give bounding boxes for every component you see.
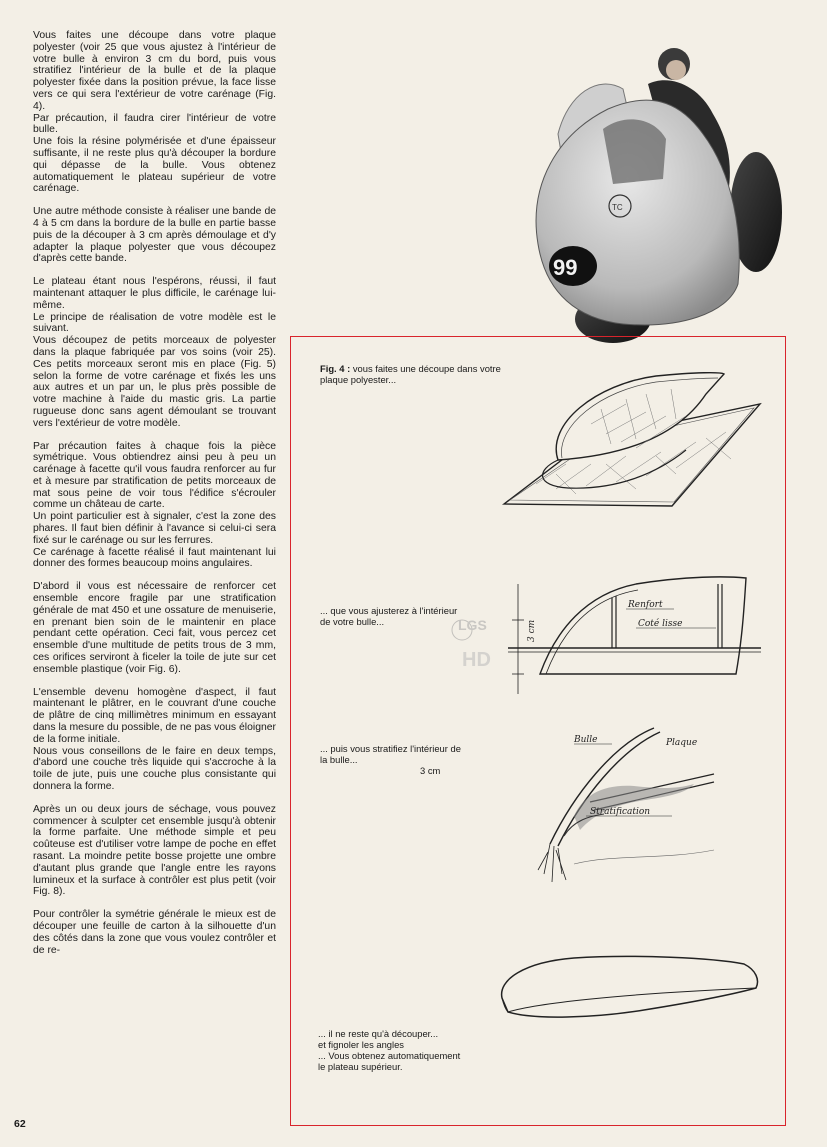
caption-text: ... Vous obtenez automatiquement (318, 1050, 461, 1061)
paragraph: L'ensemble devenu homogène d'aspect, il faut maintenant le plâtrer, en le couvrant d'une couche de plâtre de cinq millimètres minimum en essayant dans la mesure du possible, de ne pas vous éloigner de la forme initiale. (33, 686, 276, 745)
caption-measure: 3 cm (420, 765, 441, 776)
figure-caption-2: ... que vous ajusterez à l'intérieur de votre bulle... (320, 605, 458, 627)
label-stratification: Stratification (590, 807, 651, 817)
caption-text: ... il ne reste qu'à découper... (318, 1028, 439, 1039)
caption-text: et fignoler les angles (318, 1039, 404, 1050)
figure-caption-4 (318, 1028, 518, 1072)
label-renfort: Renfort (628, 600, 663, 610)
drawing-finished-plate (494, 950, 768, 1030)
figure-label: Fig. 4 : (320, 363, 351, 374)
drawing-stratification-detail (534, 724, 724, 894)
paragraph: D'abord il vous est nécessaire de renforcer cet ensemble encore fragile par une stratification générale de mat 450 et une ossature de menuiserie, en prenant bien soin de le maintenir en place pendant cette opération. Ceci fait, vous percez cet ensemble d'une multitude de petits trous de 3 mm, ces orifices serviront à ficeler la toile de jute sur cet ensemble plastique (voir Fig. 6). (33, 581, 276, 675)
label-bulle: Bulle (574, 735, 598, 745)
paragraph: Une fois la résine polymérisée et d'une épaisseur suffisante, il ne reste plus qu'à découper la bordure qui dépasse de la bulle. Vous obtenez automatiquement le plateau supérieur de votre carénage. (33, 136, 276, 195)
paragraph: Vous faites une découpe dans votre plaque polyester (voir 25 que vous ajustez à l'intérieur de votre bulle à environ 3 cm du bord, puis vous stratifiez l'intérieur de la bulle et de la plaque polyester fixée dans la position prévue, la face lisse vers ce qui sera l'extérieur de votre carénage (Fig. 4). (33, 30, 276, 112)
figure-caption-3 (320, 743, 470, 776)
caption-text: ... puis vous stratifiez l'intérieur de la bulle... (320, 743, 461, 765)
paragraph: Une autre méthode consiste à réaliser une bande de 4 à 5 cm dans la bordure de la bulle en partie basse puis de la découper à 3 cm après démoulage et d'y adapter la plaque polyester que vous découpez d'après cette bande. (33, 206, 276, 265)
paragraph: Le plateau étant nous l'espérons, réussi, il faut maintenant attaquer le plus difficile, le carénage lui-même. (33, 276, 276, 311)
watermark-logo (440, 608, 500, 674)
fairing-badge: TC (612, 203, 623, 212)
figure-caption-1 (320, 363, 510, 385)
drawing-cross-section (506, 570, 778, 700)
label-plaque: Plaque (666, 738, 698, 748)
paragraph: Par précaution, il faudra cirer l'intérieur de votre bulle. (33, 112, 276, 136)
caption-text: le plateau supérieur. (318, 1061, 403, 1072)
paragraph: Après un ou deux jours de séchage, vous pouvez commencer à sculpter cet ensemble jusqu'à obtenir la forme parfaite. Une méthode simple et peu coûteuse est d'utiliser votre lampe de poche en effet rasant. La moindre petite bosse projette une ombre d'autant plus grande que l'angle entre les rayons lumineux et la surface à contrôler est plus petit (voir Fig. 8). (33, 803, 276, 898)
paragraph: Vous découpez de petits morceaux de polyester dans la plaque fabriquée par vos soins (voir 25). Ces petits morceaux seront mis en place (Fig. 5) selon la forme de votre carénage et fixés les uns aux autres et un par un, le plus près possible de votre machine à l'aide du mastic gris. La partie rugueuse donc sans agent démoulant se trouvant vers l'extérieur de votre modèle. (33, 335, 276, 429)
watermark-line2: HD (462, 649, 491, 671)
paragraph: Le principe de réalisation de votre modèle est le suivant. (33, 311, 276, 335)
paragraph: Par précaution faites à chaque fois la pièce symétrique. Vous obtiendrez ainsi peu à peu un carénage à facette qu'il vous faudra renforcer au fur et à mesure par stratification de petits morceaux de mat sous peine de voir tous l'édifice s'écrouler comme un château de carte. (33, 440, 276, 511)
paragraph: Nous vous conseillons de le faire en deux temps, d'abord une couche très liquide qui s'accroche à la toile de jute, puis une couche plus consistante qui donnera la forme. (33, 745, 276, 793)
article-text-column (33, 30, 276, 956)
paragraph: Un point particulier est à signaler, c'est la zone des phares. Il faut bien définir à l'avance si celui-ci sera fixé sur le carénage ou sur les ferrures. (33, 511, 276, 546)
watermark-line1: LGS (458, 617, 487, 633)
page-number: 62 (14, 1118, 26, 1130)
label-3cm: 3 cm (527, 619, 537, 642)
paragraph: Ce carénage à facette réalisé il faut maintenant lui donner des formes beaucoup moins angulaires. (33, 546, 276, 570)
paragraph: Pour contrôler la symétrie générale le mieux est de découper une feuille de carton à la silhouette d'un des côtés dans la zone que vous voulez contrôler et de re- (33, 909, 276, 956)
caption-text: vous faites une découpe dans votre plaque polyester... (320, 363, 501, 385)
drawing-bubble-plate (496, 364, 768, 516)
label-cote-lisse: Coté lisse (638, 619, 683, 629)
race-number: 99 (553, 255, 578, 280)
motorcycle-photo (528, 44, 784, 350)
